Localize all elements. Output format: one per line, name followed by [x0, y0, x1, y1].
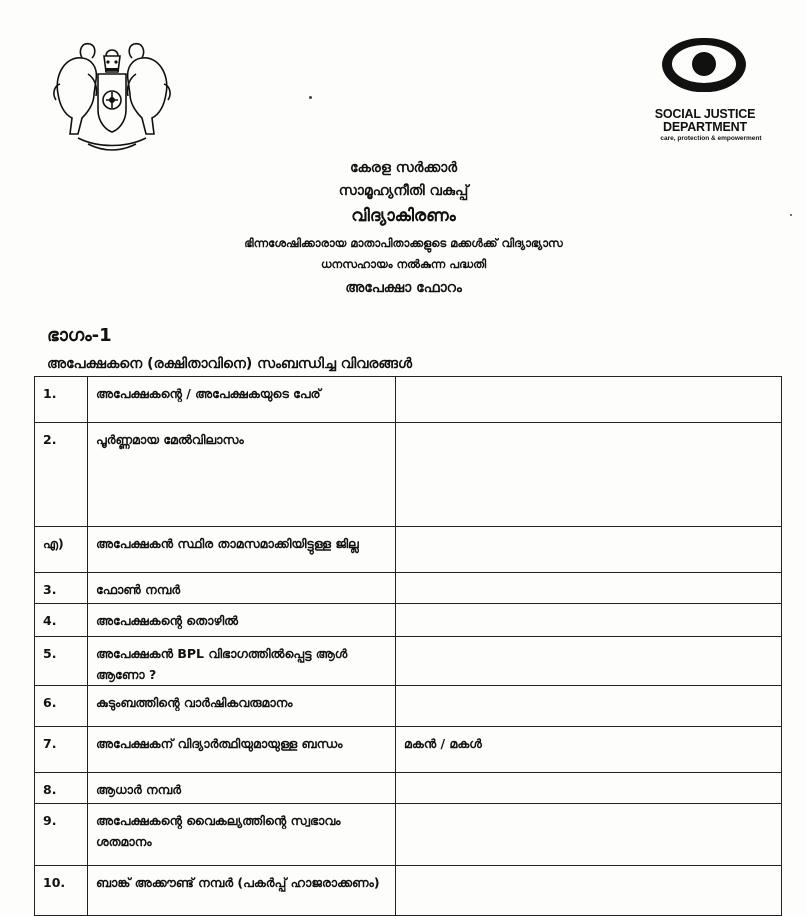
kerala-state-emblem-icon	[48, 34, 176, 156]
scheme-title: വിദ്യാകിരണം	[351, 206, 456, 226]
applicant-details-table	[34, 376, 782, 916]
row-label: അപേക്ഷകൻ സ്ഥിര താമസമാക്കിയിട്ടുള്ള ജില്ല	[88, 527, 396, 573]
table-row	[35, 727, 782, 773]
row-label: പൂർണ്ണമായ മേൽവിലാസം	[88, 423, 396, 527]
table-row	[35, 423, 782, 527]
row-value-field[interactable]	[396, 637, 782, 686]
row-value-field[interactable]: മകൻ / മകൾ	[396, 727, 782, 773]
row-label: അപേക്ഷകന് വിദ്യാർത്ഥിയുമായുള്ള ബന്ധം	[88, 727, 396, 773]
part-label: ഭാഗം-1	[47, 325, 112, 346]
table-row	[35, 686, 782, 727]
row-value-field[interactable]	[396, 866, 782, 916]
social-justice-eye-logo-icon	[662, 36, 746, 92]
row-label: ആധാർ നമ്പർ	[88, 773, 396, 804]
row-number: 1.	[35, 377, 88, 423]
scan-speck	[790, 214, 792, 216]
row-number: എ)	[35, 527, 88, 573]
government-name: കേരള സർക്കാർ	[349, 160, 458, 176]
table-row	[35, 866, 782, 916]
row-number: 9.	[35, 804, 88, 866]
table-row	[35, 527, 782, 573]
department-name: സാമൂഹ്യനീതി വകുപ്പ്	[338, 183, 469, 199]
form-title: അപേക്ഷാ ഫോറം	[345, 280, 462, 296]
table-row	[35, 773, 782, 804]
table-row	[35, 637, 782, 686]
row-label: അപേക്ഷകന്റെ വൈകല്യത്തിന്റെ സ്വഭാവം ശതമാനം	[88, 804, 396, 866]
row-label: അപേക്ഷകന്റെ / അപേക്ഷകയുടെ പേര്	[88, 377, 396, 423]
row-label: കുടുംബത്തിന്റെ വാർഷികവരുമാനം	[88, 686, 396, 727]
department-wordmark	[630, 108, 780, 143]
department-name-line2: DEPARTMENT	[663, 120, 747, 134]
row-number: 8.	[35, 773, 88, 804]
scheme-description-line2: ധനസഹായം നൽകുന്ന പദ്ധതി	[320, 257, 487, 271]
row-number: 2.	[35, 423, 88, 527]
row-number: 7.	[35, 727, 88, 773]
row-number: 5.	[35, 637, 88, 686]
row-number: 6.	[35, 686, 88, 727]
table-body	[35, 377, 782, 916]
row-label: ബാങ്ക് അക്കൗണ്ട് നമ്പർ (പകർപ്പ് ഹാജരാക്കണം)	[88, 866, 396, 916]
table-row	[35, 377, 782, 423]
scan-speck	[309, 96, 312, 99]
row-value-field[interactable]	[396, 604, 782, 637]
row-label: അപേക്ഷകന്റെ തൊഴിൽ	[88, 604, 396, 637]
section-title: അപേക്ഷകനെ (രക്ഷിതാവിനെ) സംബന്ധിച്ച വിവരങ്ങൾ	[47, 356, 413, 372]
row-value-field[interactable]	[396, 804, 782, 866]
table-row	[35, 573, 782, 604]
scheme-description-line1: ഭിന്നശേഷിക്കാരായ മാതാപിതാക്കളുടെ മക്കൾക്ക് വിദ്യാഭ്യാസ	[244, 236, 563, 250]
row-value-field[interactable]	[396, 377, 782, 423]
row-number: 3.	[35, 573, 88, 604]
row-value-field[interactable]	[396, 686, 782, 727]
row-number: 10.	[35, 866, 88, 916]
row-label: അപേക്ഷകൻ BPL വിഭാഗത്തിൽപ്പെട്ട ആൾ ആണോ ?	[88, 637, 396, 686]
row-label: ഫോൺ നമ്പർ	[88, 573, 396, 604]
table-row	[35, 804, 782, 866]
department-tagline: care, protection & empowerment	[660, 135, 762, 142]
row-value-field[interactable]	[396, 423, 782, 527]
table-row	[35, 604, 782, 637]
department-name-line1: SOCIAL JUSTICE	[654, 107, 756, 121]
row-value-field[interactable]	[396, 527, 782, 573]
row-value-field[interactable]	[396, 773, 782, 804]
row-number: 4.	[35, 604, 88, 637]
row-value-field[interactable]	[396, 573, 782, 604]
